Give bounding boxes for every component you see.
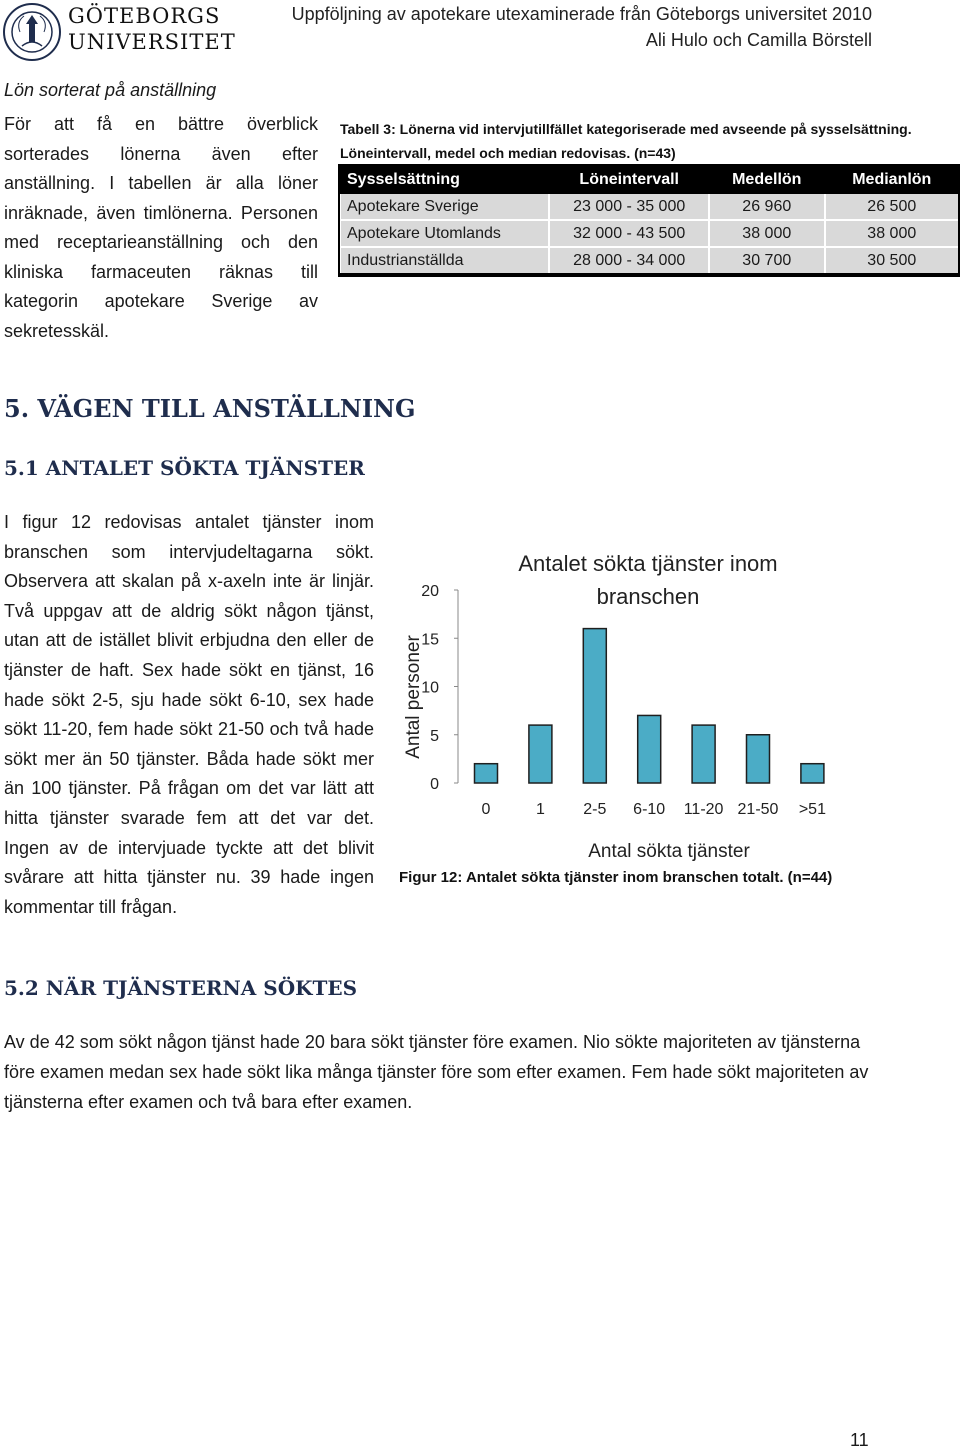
chart-bar — [747, 735, 770, 783]
subsection-paragraph: I figur 12 redovisas antalet tjänster inom branschen som intervjudeltagarna sökt. Observera att skalan på x-axeln inte är linjär. Två uppgav att de aldrig sökt någon tjänst, utan att de istället blivit erbjudna den eller de tjänster de haft. Sex hade sökt en tjänst, 16 hade sökt 2-5, sju hade sökt 6-10, sex hade sökt 11-20, fem hade sökt 21-50 och två hade sökt mer än 50 tjänster. Båda hade sökt mer än 100 tjänster. På frågan om det var lätt att hitta tjänster svarade fem att det var det. Ingen av de intervjuade tyckte att det blivit svårare att hitta tjänster nu. 39 hade ingen kommentar till frågan. — [4, 512, 374, 917]
table-border — [338, 164, 960, 277]
x-tick-label: 6-10 — [633, 801, 666, 818]
subsection-number: 5.2 — [4, 976, 39, 1000]
bar-chart — [396, 540, 836, 870]
x-tick-label: 2-5 — [583, 801, 607, 818]
x-tick-label: 21-50 — [737, 801, 779, 818]
chart-title: branschen — [596, 584, 700, 609]
chart-svg — [396, 540, 836, 870]
subsection-number: 5.1 — [4, 456, 39, 480]
university-name-line1: GÖTEBORGS — [68, 4, 221, 28]
page-number: 11 — [850, 1430, 869, 1449]
chart-title: Antalet sökta tjänster inom — [518, 551, 778, 576]
figure-caption: Figur 12: Antalet sökta tjänster inom branschen totalt. (n=44) — [399, 869, 833, 886]
subsection-heading — [4, 976, 357, 1000]
chart-marks — [421, 583, 826, 818]
table-cell: 30 700 — [709, 247, 825, 274]
page-header — [0, 0, 960, 62]
x-tick-label: 1 — [535, 801, 545, 818]
table-cell: 26 960 — [709, 193, 825, 220]
table-header-cell: Sysselsättning — [340, 166, 549, 193]
subsection-title: NÄR TJÄNSTERNA SÖKTES — [45, 976, 358, 1000]
table-cell: Apotekare Sverige — [340, 193, 549, 220]
table-header-cell: Medellön — [709, 166, 825, 193]
document-authors: Ali Hulo och Camilla Börstell — [645, 30, 872, 50]
x-axis-label: Antal sökta tjänster — [588, 841, 750, 862]
y-tick-label: 10 — [421, 679, 439, 697]
subsection-paragraph: Av de 42 som sökt någon tjänst hade 20 bara sökt tjänster före examen. Nio sökte majoriteten av tjänsterna före examen medan sex hade sökt lika många tjänster före som efter examen. Fem hade sökt majoriteten av tjänsterna efter examen och två bara efter examen. — [4, 1032, 869, 1112]
salary-section-heading: Lön sorterat på anställning — [4, 80, 217, 100]
chart-bar — [475, 764, 498, 783]
x-tick-label: 11-20 — [683, 801, 724, 818]
table-cell: 32 000 - 43 500 — [549, 220, 709, 247]
university-seal-icon — [2, 2, 62, 62]
y-tick-label: 15 — [421, 631, 439, 649]
table-cell: 23 000 - 35 000 — [549, 193, 709, 220]
chart-bar — [583, 629, 606, 783]
table-cell: 38 000 — [709, 220, 825, 247]
y-tick-label: 5 — [430, 727, 439, 745]
section-title: VÄGEN TILL ANSTÄLLNING — [37, 394, 416, 423]
table-cell: Industrianställda — [340, 247, 549, 274]
chart-bar — [638, 715, 661, 783]
table-cell: Apotekare Utomlands — [340, 220, 549, 247]
subsection-heading — [4, 456, 365, 480]
table-header-cell: Medianlön — [825, 166, 959, 193]
section-number: 5. — [4, 394, 30, 423]
table-cell: 38 000 — [825, 220, 959, 247]
table-caption: Tabell 3: Lönerna vid intervjutillfället kategoriserade med avseende på sysselsättning. Löneintervall, medel och median redovisas. (n=43) — [340, 121, 912, 161]
section-heading — [4, 394, 415, 423]
table-header-cell: Löneintervall — [549, 166, 709, 193]
salary-intro-paragraph: För att få en bättre överblick sorterades lönerna även efter anställning. I tabellen är alla löner inräknade, även timlönerna. Personen med receptarieanställning och den kliniska farmaceuten räknas till kategorin apotekare Sverige av sekretesskäl. — [4, 114, 318, 341]
document-title: Uppföljning av apotekare utexaminerade från Göteborgs universitet 2010 — [291, 4, 872, 24]
university-name-line2: UNIVERSITET — [68, 30, 236, 54]
table-cell: 26 500 — [825, 193, 959, 220]
chart-bar — [801, 764, 824, 783]
chart-bar — [529, 725, 552, 783]
subsection-title: ANTALET SÖKTA TJÄNSTER — [45, 456, 365, 480]
y-tick-label: 0 — [430, 776, 439, 793]
x-tick-label: 0 — [481, 801, 491, 818]
table-cell: 30 500 — [825, 247, 959, 274]
table-cell: 28 000 - 34 000 — [549, 247, 709, 274]
y-tick-label: 20 — [421, 583, 439, 600]
x-tick-label: >51 — [798, 801, 826, 818]
chart-bar — [692, 725, 715, 783]
y-axis-label: Antal personer — [403, 635, 424, 759]
